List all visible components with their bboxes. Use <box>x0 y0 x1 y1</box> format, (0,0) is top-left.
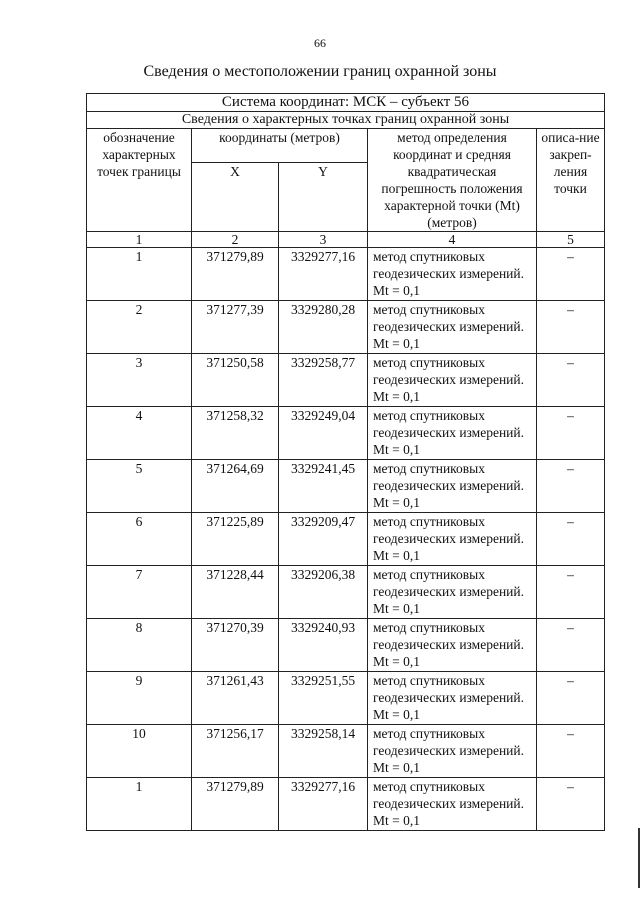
y-coordinate: 3329251,55 <box>279 672 368 725</box>
header-coordinates: координаты (метров) <box>192 129 368 163</box>
document-title: Сведения о местоположении границ охранной зоны <box>143 63 497 80</box>
y-coordinate: 3329277,16 <box>279 248 368 301</box>
fixing-description: – <box>537 354 605 407</box>
y-coordinate: 3329258,77 <box>279 354 368 407</box>
y-coordinate: 3329249,04 <box>279 407 368 460</box>
y-coordinate: 3329209,47 <box>279 513 368 566</box>
x-coordinate: 371264,69 <box>192 460 279 513</box>
method-description: метод спутниковых геодезических измерений. Mt = 0,1 <box>368 248 537 301</box>
table-subtitle: Сведения о характерных точках границ охранной зоны <box>87 112 605 129</box>
point-designation: 9 <box>87 672 192 725</box>
x-coordinate: 371256,17 <box>192 725 279 778</box>
method-description: метод спутниковых геодезических измерений. Mt = 0,1 <box>368 778 537 831</box>
method-description: метод спутниковых геодезических измерений. Mt = 0,1 <box>368 301 537 354</box>
method-description: метод спутниковых геодезических измерений. Mt = 0,1 <box>368 566 537 619</box>
fixing-description: – <box>537 778 605 831</box>
point-designation: 2 <box>87 301 192 354</box>
point-designation: 7 <box>87 566 192 619</box>
y-coordinate: 3329206,38 <box>279 566 368 619</box>
method-description: метод спутниковых геодезических измерений. Mt = 0,1 <box>368 513 537 566</box>
y-coordinate: 3329280,28 <box>279 301 368 354</box>
fixing-description: – <box>537 248 605 301</box>
point-designation: 6 <box>87 513 192 566</box>
y-coordinate: 3329277,16 <box>279 778 368 831</box>
y-coordinate: 3329240,93 <box>279 619 368 672</box>
x-coordinate: 371279,89 <box>192 248 279 301</box>
point-designation: 1 <box>87 778 192 831</box>
table-row <box>87 407 605 460</box>
column-number: 4 <box>368 232 537 248</box>
boundary-points-table <box>86 93 605 831</box>
x-coordinate: 371277,39 <box>192 301 279 354</box>
table-row <box>87 566 605 619</box>
column-number: 3 <box>279 232 368 248</box>
table-row <box>87 460 605 513</box>
x-coordinate: 371270,39 <box>192 619 279 672</box>
table-subtitle-row <box>87 112 605 129</box>
column-number: 5 <box>537 232 605 248</box>
header-row <box>87 129 605 163</box>
header-fixing: описа-ние закреп-ления точки <box>537 129 605 232</box>
page-number: 66 <box>314 36 326 50</box>
method-description: метод спутниковых геодезических измерений. Mt = 0,1 <box>368 354 537 407</box>
table-row <box>87 301 605 354</box>
coordinate-system-row <box>87 94 605 112</box>
x-coordinate: 371279,89 <box>192 778 279 831</box>
header-method: метод определения координат и средняя квадратическая погрешность положения характерной точки (Mt) (метров) <box>368 129 537 232</box>
method-description: метод спутниковых геодезических измерений. Mt = 0,1 <box>368 460 537 513</box>
x-coordinate: 371225,89 <box>192 513 279 566</box>
y-coordinate: 3329258,14 <box>279 725 368 778</box>
method-description: метод спутниковых геодезических измерений. Mt = 0,1 <box>368 672 537 725</box>
method-description: метод спутниковых геодезических измерений. Mt = 0,1 <box>368 407 537 460</box>
coordinate-system: Система координат: МСК – субъект 56 <box>87 94 605 112</box>
fixing-description: – <box>537 513 605 566</box>
y-coordinate: 3329241,45 <box>279 460 368 513</box>
method-description: метод спутниковых геодезических измерений. Mt = 0,1 <box>368 725 537 778</box>
x-coordinate: 371261,43 <box>192 672 279 725</box>
column-number: 2 <box>192 232 279 248</box>
header-x: X <box>192 163 279 232</box>
table-row <box>87 672 605 725</box>
table-row <box>87 725 605 778</box>
point-designation: 4 <box>87 407 192 460</box>
fixing-description: – <box>537 672 605 725</box>
fixing-description: – <box>537 566 605 619</box>
table-row <box>87 248 605 301</box>
table-row <box>87 619 605 672</box>
table-row <box>87 354 605 407</box>
point-designation: 8 <box>87 619 192 672</box>
header-y: Y <box>279 163 368 232</box>
fixing-description: – <box>537 725 605 778</box>
point-designation: 5 <box>87 460 192 513</box>
table-row <box>87 778 605 831</box>
x-coordinate: 371228,44 <box>192 566 279 619</box>
fixing-description: – <box>537 301 605 354</box>
table-row <box>87 513 605 566</box>
x-coordinate: 371250,58 <box>192 354 279 407</box>
point-designation: 3 <box>87 354 192 407</box>
fixing-description: – <box>537 407 605 460</box>
x-coordinate: 371258,32 <box>192 407 279 460</box>
header-designation: обозначение характерных точек границы <box>87 129 192 232</box>
method-description: метод спутниковых геодезических измерений. Mt = 0,1 <box>368 619 537 672</box>
fixing-description: – <box>537 460 605 513</box>
point-designation: 10 <box>87 725 192 778</box>
column-numbers-row <box>87 232 605 248</box>
column-number: 1 <box>87 232 192 248</box>
point-designation: 1 <box>87 248 192 301</box>
fixing-description: – <box>537 619 605 672</box>
